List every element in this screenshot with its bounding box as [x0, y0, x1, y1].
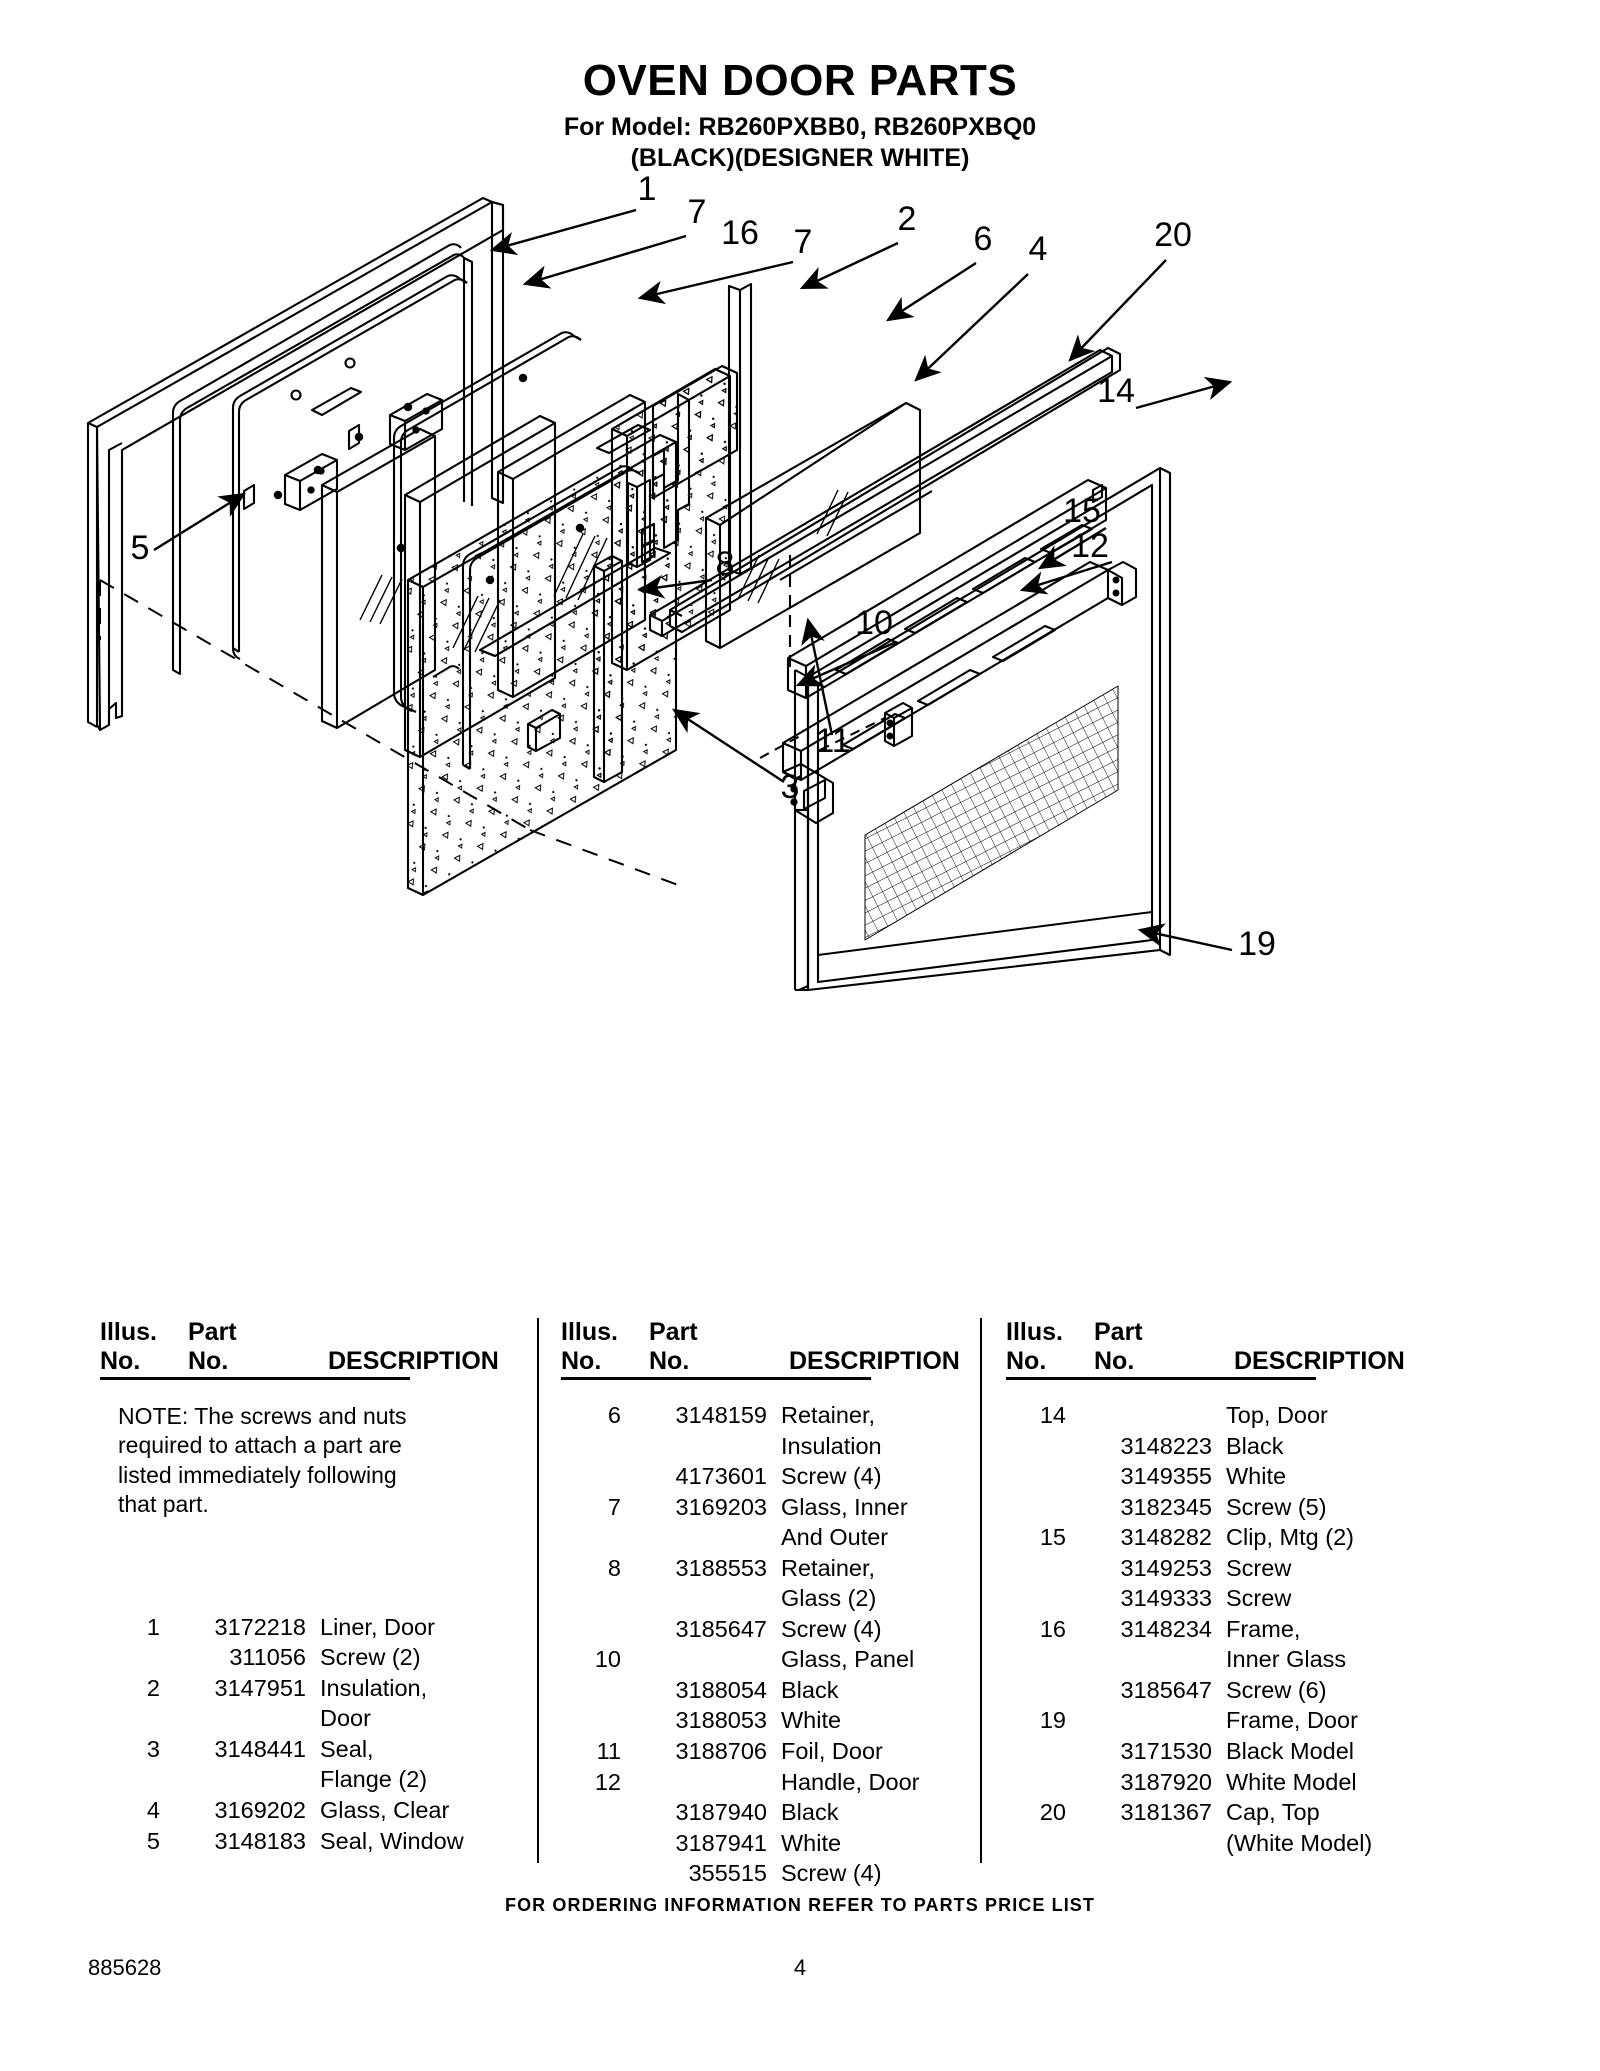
column-2-header	[561, 1318, 980, 1386]
row-illus: 14	[1039, 1402, 1066, 1428]
header-description: DESCRIPTION	[328, 1346, 499, 1375]
row-desc: Top, Door	[1226, 1402, 1328, 1428]
row-part: 4173601	[675, 1463, 767, 1490]
row-illus: 10	[594, 1646, 621, 1673]
row-illus	[561, 1858, 635, 1889]
row-part	[174, 1703, 320, 1734]
callout-7a: 7	[687, 193, 707, 231]
table-row	[1006, 1767, 1440, 1798]
row-illus: 4	[146, 1797, 160, 1824]
row-desc: White	[1226, 1463, 1287, 1490]
header-description: DESCRIPTION	[789, 1346, 960, 1375]
callout-19: 19	[1238, 925, 1276, 963]
row-desc: Glass, Clear	[320, 1797, 450, 1824]
parts-note: NOTE: The screws and nuts required to attach a part are listed immediately following that part.	[118, 1403, 407, 1518]
row-illus: 8	[607, 1554, 621, 1581]
header-part-line2: No.	[188, 1346, 229, 1375]
mounting-clips-left	[244, 394, 442, 510]
row-part: 3148282	[1120, 1524, 1212, 1551]
row-illus: 6	[607, 1402, 621, 1428]
row-desc: Black	[781, 1676, 839, 1703]
callout-10: 10	[855, 604, 893, 642]
exploded-parts-diagram	[60, 150, 1540, 1310]
header-illus-line1: Illus.	[100, 1318, 157, 1346]
row-part: 3169202	[214, 1797, 306, 1824]
column-3-header	[1006, 1318, 1440, 1386]
row-illus	[561, 1828, 635, 1859]
table-row	[100, 1642, 519, 1673]
row-illus	[1006, 1492, 1080, 1523]
row-part: 3149253	[1120, 1554, 1212, 1581]
row-illus: 11	[596, 1738, 621, 1765]
table-row	[1006, 1431, 1440, 1462]
row-illus	[1006, 1431, 1080, 1462]
row-part: 3185647	[1120, 1676, 1212, 1703]
row-part: 3148234	[1120, 1615, 1212, 1642]
table-row	[100, 1764, 519, 1795]
callout-14: 14	[1097, 372, 1135, 410]
row-part: 3149333	[1120, 1585, 1212, 1612]
table-row	[561, 1675, 980, 1706]
table-row	[561, 1644, 980, 1675]
row-desc: Glass, Inner	[781, 1493, 908, 1520]
table-row	[1006, 1522, 1440, 1553]
row-illus: 19	[1039, 1707, 1066, 1734]
table-row	[100, 1703, 519, 1734]
table-row	[100, 1826, 519, 1857]
row-desc: White	[781, 1829, 842, 1856]
row-desc: Screw (5)	[1226, 1493, 1327, 1520]
row-illus	[561, 1675, 635, 1706]
table-row	[561, 1736, 980, 1767]
callout-11: 11	[815, 722, 851, 760]
header-part-line2: No.	[1094, 1346, 1135, 1375]
row-part	[635, 1522, 781, 1553]
table-row	[100, 1795, 519, 1826]
table-row	[1006, 1461, 1440, 1492]
table-row	[561, 1553, 980, 1584]
table-row	[561, 1767, 980, 1798]
column-1-header	[100, 1318, 519, 1386]
row-desc: (White Model)	[1226, 1829, 1373, 1856]
row-part	[174, 1764, 320, 1795]
diagram-canvas	[60, 150, 1540, 1310]
row-desc: Handle, Door	[781, 1768, 920, 1795]
callout-5: 5	[130, 529, 150, 567]
table-row	[561, 1705, 980, 1736]
row-desc: Retainer,	[781, 1554, 876, 1581]
form-number: 885628	[88, 1955, 162, 1980]
row-part: 3172218	[214, 1613, 306, 1640]
row-part: 3188706	[675, 1738, 767, 1765]
row-part: 3187940	[675, 1799, 767, 1826]
row-desc: Black	[1226, 1432, 1284, 1459]
row-desc: Screw (4)	[781, 1463, 882, 1490]
row-desc: Screw (4)	[781, 1615, 882, 1642]
row-desc: Inner Glass	[1226, 1646, 1347, 1673]
header-illus-line2: No.	[100, 1346, 141, 1375]
model-line: For Model: RB260PXBB0, RB260PXBQ0	[563, 113, 1037, 142]
row-part	[635, 1767, 781, 1798]
table-row	[1006, 1736, 1440, 1767]
table-row	[561, 1431, 980, 1462]
table-row	[100, 1734, 519, 1765]
header-rule	[100, 1377, 410, 1380]
header-part-line1: Part	[649, 1318, 698, 1346]
table-row	[1006, 1797, 1440, 1828]
row-desc: Black Model	[1226, 1738, 1354, 1765]
row-desc: Screw (4)	[781, 1860, 882, 1887]
row-illus	[1006, 1675, 1080, 1706]
row-illus: 3	[146, 1735, 160, 1762]
row-part: 3187920	[1120, 1768, 1212, 1795]
parts-list-table	[100, 1318, 1500, 1887]
row-part	[635, 1644, 781, 1675]
callout-12: 12	[1071, 527, 1109, 565]
row-illus	[561, 1705, 635, 1736]
row-illus	[1006, 1644, 1080, 1675]
callout-6: 6	[973, 220, 993, 258]
row-part: 3147951	[214, 1674, 306, 1701]
ordering-information-note: FOR ORDERING INFORMATION REFER TO PARTS PRICE LIST	[504, 1895, 1095, 1915]
callout-2: 2	[897, 200, 917, 238]
row-illus	[1006, 1828, 1080, 1859]
row-desc: Screw (2)	[320, 1644, 421, 1671]
row-illus	[561, 1431, 635, 1462]
row-part: 3171530	[1120, 1738, 1212, 1765]
diagram-linework	[88, 198, 1170, 990]
column-2-rows	[561, 1400, 980, 1889]
callout-8: 8	[715, 545, 735, 583]
header-rule	[561, 1377, 871, 1380]
row-part	[1080, 1828, 1226, 1859]
row-illus	[1006, 1736, 1080, 1767]
row-desc: Seal, Window	[320, 1827, 464, 1854]
row-illus	[1006, 1767, 1080, 1798]
row-illus: 5	[146, 1827, 160, 1854]
header-description: DESCRIPTION	[1234, 1346, 1405, 1375]
row-illus: 1	[146, 1613, 160, 1640]
parts-column-2	[537, 1318, 980, 1887]
part-seal-flange	[594, 556, 622, 782]
table-row	[1006, 1400, 1440, 1431]
row-part: 3148159	[675, 1402, 767, 1428]
row-illus: 20	[1039, 1799, 1066, 1826]
callout-1: 1	[637, 170, 657, 208]
callout-20: 20	[1154, 216, 1192, 254]
row-illus	[1006, 1461, 1080, 1492]
table-row	[1006, 1553, 1440, 1584]
table-row	[561, 1828, 980, 1859]
row-part	[1080, 1705, 1226, 1736]
row-illus: 7	[607, 1493, 621, 1520]
row-part: 3185647	[675, 1615, 767, 1642]
row-desc: Screw	[1226, 1554, 1292, 1581]
row-illus	[561, 1583, 635, 1614]
row-part: 3148223	[1120, 1432, 1212, 1459]
row-part	[1080, 1644, 1226, 1675]
table-row	[1006, 1828, 1440, 1859]
table-row	[561, 1400, 980, 1431]
row-desc: Black	[781, 1799, 839, 1826]
table-row	[1006, 1583, 1440, 1614]
header-part-line1: Part	[188, 1318, 237, 1346]
row-illus: 12	[594, 1768, 621, 1795]
row-desc: White Model	[1226, 1768, 1357, 1795]
row-part: 3182345	[1120, 1493, 1212, 1520]
row-illus	[561, 1522, 635, 1553]
row-desc: Flange (2)	[320, 1766, 428, 1793]
row-illus	[1006, 1553, 1080, 1584]
row-illus	[100, 1642, 174, 1673]
header-illus-line2: No.	[561, 1346, 602, 1375]
row-desc: Screw (6)	[1226, 1676, 1327, 1703]
row-part: 3188054	[675, 1676, 767, 1703]
row-part: 3149355	[1120, 1463, 1212, 1490]
header-illus-line1: Illus.	[1006, 1318, 1063, 1346]
callout-15: 15	[1063, 492, 1101, 530]
parts-column-1	[100, 1318, 537, 1863]
row-part	[1080, 1400, 1226, 1431]
row-desc: Glass, Panel	[781, 1646, 915, 1673]
table-row	[561, 1797, 980, 1828]
row-desc: Screw	[1226, 1585, 1292, 1612]
row-part: 3169203	[675, 1493, 767, 1520]
callout-3: 3	[780, 768, 800, 806]
page-title: OVEN DOOR PARTS	[582, 56, 1018, 105]
column-1-rows	[100, 1612, 519, 1856]
row-part	[635, 1431, 781, 1462]
row-illus	[561, 1797, 635, 1828]
row-part: 3187941	[675, 1829, 767, 1856]
table-row	[1006, 1614, 1440, 1645]
parts-column-3	[980, 1318, 1440, 1863]
row-illus	[100, 1703, 174, 1734]
row-desc: And Outer	[781, 1524, 889, 1551]
row-illus: 2	[146, 1674, 160, 1701]
row-part: 3188053	[675, 1707, 767, 1734]
table-row	[561, 1858, 980, 1889]
row-desc: Cap, Top	[1226, 1799, 1320, 1826]
row-illus	[1006, 1583, 1080, 1614]
row-desc: Foil, Door	[781, 1738, 883, 1765]
row-part: 3148441	[214, 1735, 306, 1762]
page-number: 4	[793, 1955, 807, 1980]
callout-4: 4	[1028, 230, 1048, 268]
row-part: 3148183	[214, 1827, 306, 1854]
header-illus-line2: No.	[1006, 1346, 1047, 1375]
table-row	[561, 1614, 980, 1645]
row-desc: Liner, Door	[320, 1613, 435, 1640]
column-3-rows	[1006, 1400, 1440, 1858]
row-desc: Frame,	[1226, 1615, 1301, 1642]
row-part: 3181367	[1120, 1799, 1212, 1826]
row-part: 3188553	[675, 1554, 767, 1581]
row-part: 355515	[688, 1860, 767, 1887]
row-desc: Frame, Door	[1226, 1707, 1358, 1734]
header-illus-line1: Illus.	[561, 1318, 618, 1346]
table-row	[1006, 1492, 1440, 1523]
table-row	[561, 1461, 980, 1492]
row-desc: Retainer,	[781, 1402, 876, 1428]
row-desc: Clip, Mtg (2)	[1226, 1524, 1354, 1551]
finish-line: (BLACK)(DESIGNER WHITE)	[630, 144, 970, 173]
row-desc: Seal,	[320, 1735, 374, 1762]
row-desc: Insulation	[781, 1432, 882, 1459]
header-part-line1: Part	[1094, 1318, 1143, 1346]
row-desc: Glass (2)	[781, 1585, 877, 1612]
table-row	[561, 1583, 980, 1614]
table-row	[100, 1673, 519, 1704]
row-desc: Insulation,	[320, 1674, 428, 1701]
callout-7b: 7	[793, 223, 813, 261]
table-row	[561, 1522, 980, 1553]
header-part-line2: No.	[649, 1346, 690, 1375]
table-row	[100, 1612, 519, 1643]
row-desc: Door	[320, 1705, 371, 1732]
table-row	[1006, 1705, 1440, 1736]
row-part	[635, 1583, 781, 1614]
table-row	[561, 1492, 980, 1523]
header-rule	[1006, 1377, 1316, 1380]
row-illus: 15	[1039, 1524, 1066, 1551]
row-illus	[100, 1764, 174, 1795]
row-illus: 16	[1039, 1615, 1066, 1642]
row-part: 311056	[229, 1644, 306, 1671]
callout-16: 16	[721, 214, 759, 252]
table-row	[1006, 1644, 1440, 1675]
row-desc: White	[781, 1707, 842, 1734]
row-illus	[561, 1461, 635, 1492]
table-row	[1006, 1675, 1440, 1706]
row-illus	[561, 1614, 635, 1645]
